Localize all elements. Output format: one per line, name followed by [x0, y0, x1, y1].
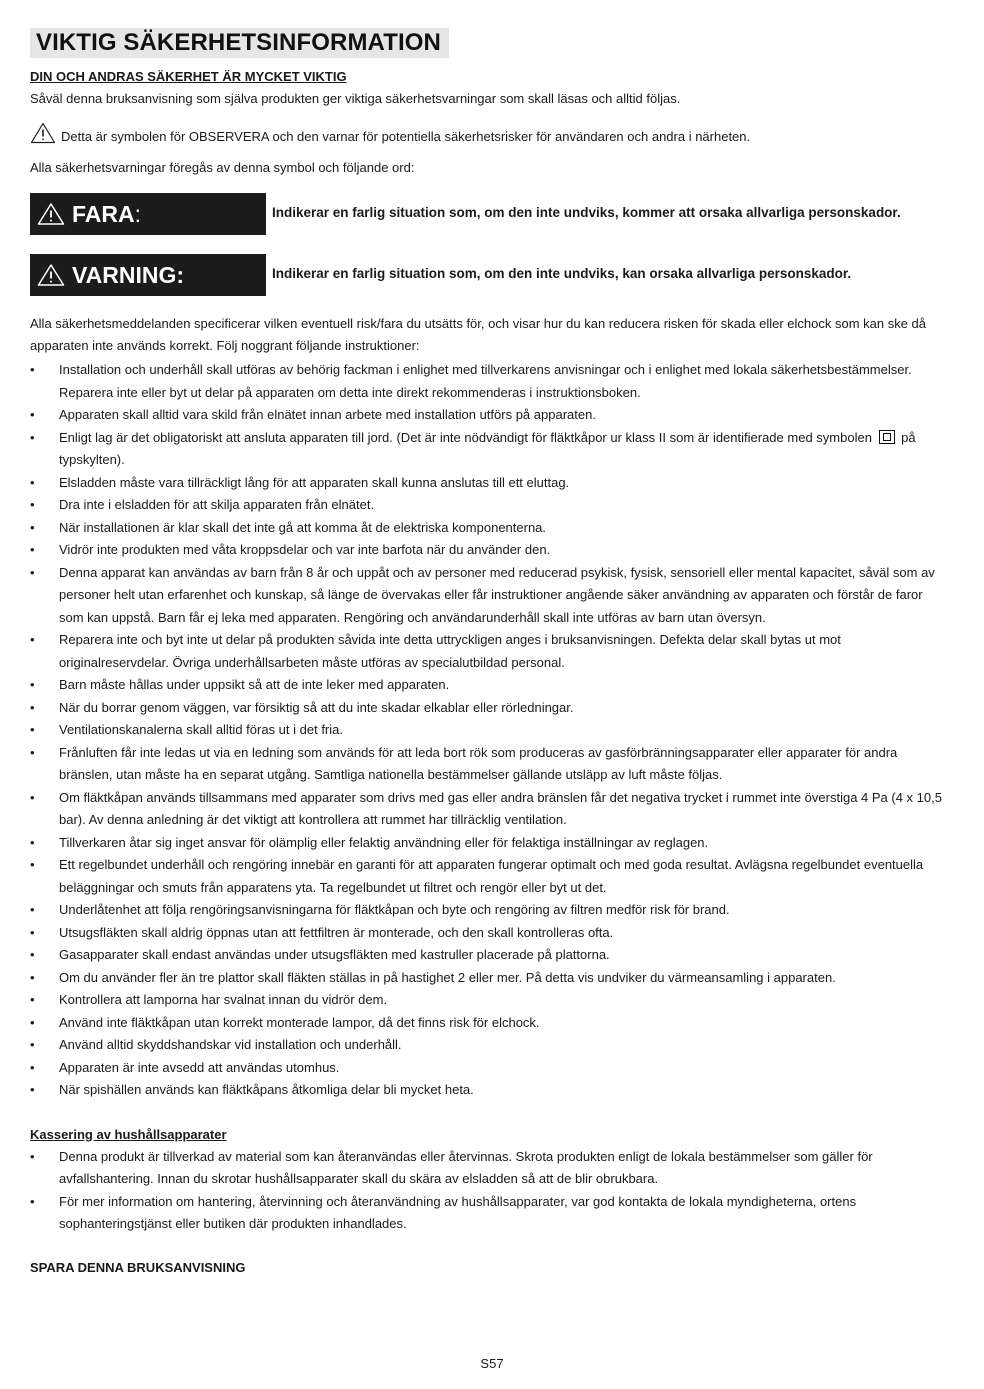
varning-description: Indikerar en farlig situation som, om den inte undviks, kan orsaka allvarliga personskador.	[272, 265, 852, 281]
list-item: • När spishällen används kan fläktkåpans åtkomliga delar bli mycket heta.	[30, 1079, 950, 1102]
section-subtitle: DIN OCH ANDRAS SÄKERHET ÄR MYCKET VIKTIG	[30, 69, 347, 84]
fara-box	[30, 193, 266, 235]
list-item: • Vidrör inte produkten med våta kroppsdelar och var inte barfota när du använder den.	[30, 539, 950, 562]
varning-row	[30, 254, 950, 296]
fara-row	[30, 193, 950, 235]
preceded-line: Alla säkerhetsvarningar föregås av denna symbol och följande ord:	[30, 160, 415, 175]
list-item: • För mer information om hantering, återvinning och återanvändning av hushållsapparater, var god kontakta de lokala myndigheterna, ortens sophanteringstjänst eller butiken där produkten inhandlades.	[30, 1191, 950, 1236]
list-item: • Denna apparat kan användas av barn från 8 år och uppåt och av personer med reducerad psykisk, fysisk, sensoriell eller mental kapacitet, såväl som av personer helt utan erfarenhet och kunskap, så länge de övervakas eller får instruktioner angående säker användning av apparaten och förstår de faror som kan uppstå. Barn får ej leka med apparaten. Rengöring och användarunderhåll skall inte utföras av barn utan översyn.	[30, 562, 950, 630]
page-number: S57	[480, 1356, 504, 1371]
list-item: • Tillverkaren åtar sig inget ansvar för olämplig eller felaktig användning eller för felaktiga inställningar av reglagen.	[30, 832, 950, 855]
list-item: • Reparera inte och byt inte ut delar på produkten såvida inte detta uttryckligen anges i bruksanvisningen. Defekta delar skall bytas ut mot originalreservdelar. Övriga underhållsarbeten måste utföras av specialutbildad personal.	[30, 629, 950, 674]
list-item-grounding	[30, 427, 950, 472]
list-item: • När installationen är klar skall det inte gå att komma åt de elektriska komponenterna.	[30, 517, 950, 540]
list-item: • Dra inte i elsladden för att skilja apparaten från elnätet.	[30, 494, 950, 517]
warning-triangle-icon	[37, 263, 65, 287]
list-item: • Gasapparater skall endast användas under utsugsfläkten med kastruller placerade på plattorna.	[30, 944, 950, 967]
list-item: • Använd inte fläktkåpan utan korrekt monterade lampor, då det finns risk för elchock.	[30, 1012, 950, 1035]
list-item: • Ventilationskanalerna skall alltid föras ut i det fria.	[30, 719, 950, 742]
list-item: • Barn måste hållas under uppsikt så att de inte leker med apparaten.	[30, 674, 950, 697]
list-item: • Installation och underhåll skall utföras av behörig fackman i enlighet med tillverkarens anvisningar och i enlighet med lokala säkerhetsbestämmelser. Reparera inte eller byt ut delar på apparaten om detta inte direkt rekommenderas i instruktionsboken.	[30, 359, 950, 404]
ground-text-before: Enligt lag är det obligatoriskt att ansluta apparaten till jord. (Det är inte nödvändigt för fläktkåpor ur klass II som är identifierade med symbolen	[59, 429, 872, 445]
ground-text-after: på typskylten).	[59, 429, 916, 467]
page-title: VIKTIG SÄKERHETSINFORMATION	[30, 28, 449, 58]
varning-label: VARNING:	[72, 261, 185, 288]
intro-line: Såväl denna bruksanvisning som själva produkten ger viktiga säkerhetsvarningar som skall läsas och alltid följas.	[30, 91, 681, 106]
list-item: • Ett regelbundet underhåll och rengöring innebär en garanti för att apparaten fungerar optimalt och med goda resultat. Avlägsna regelbundet eventuella beläggningar och smuts från apparatens yta. Ta regelbundet ut filtret och rengör eller byt ut det.	[30, 854, 950, 899]
warning-triangle-icon	[37, 202, 65, 226]
disposal-list	[30, 1146, 950, 1236]
fara-description: Indikerar en farlig situation som, om den inte undviks, kommer att orsaka allvarliga personskador.	[272, 204, 901, 220]
class-ii-symbol-icon	[879, 430, 895, 444]
list-item: • Frånluften får inte ledas ut via en ledning som används för att leda bort rök som produceras av gasförbränningsapparater eller apparater för andra bränslen, utan måste ha en separat utgång. Samtliga nationella bestämmelser gällande utsläpp av luft måste följas.	[30, 742, 950, 787]
fara-colon: :	[134, 200, 142, 227]
list-item: • Om du använder fler än tre plattor skall fläkten ställas in på hastighet 2 eller mer. På detta vis undviker du värmeansamling i apparaten.	[30, 967, 950, 990]
observera-row	[30, 122, 950, 144]
safety-list	[30, 359, 950, 1102]
disposal-title: Kassering av hushållsapparater	[30, 1126, 227, 1142]
varning-box	[30, 254, 266, 296]
warning-triangle-icon	[30, 122, 56, 144]
list-item: • När du borrar genom väggen, var försiktig så att du inte skadar elkablar eller rörledningar.	[30, 697, 950, 720]
fara-label: FARA	[72, 200, 135, 227]
list-item: • Om fläktkåpan används tillsammans med apparater som drivs med gas eller andra bränslen får det negativa trycket i rummet inte överstiga 4 Pa (4 x 10,5 bar). Av denna anledning är det viktigt att kontrollera att rummet har tillräcklig ventilation.	[30, 787, 950, 832]
document-page	[30, 28, 950, 1279]
list-item: • Kontrollera att lamporna har svalnat innan du vidrör dem.	[30, 989, 950, 1012]
observera-text: Detta är symbolen för OBSERVERA och den varnar för potentiella säkerhetsrisker för användaren och andra i närheten.	[61, 129, 751, 144]
list-item: • Denna produkt är tillverkad av material som kan återanvändas eller återvinnas. Skrota produkten enligt de lokala bestämmelser som gäller för avfallshantering. Innan du skrotar hushållsapparater skall du skära av elsladden så att de blir obrukbara.	[30, 1146, 950, 1191]
list-item: • Apparaten är inte avsedd att användas utomhus.	[30, 1057, 950, 1080]
safety-intro: Alla säkerhetsmeddelanden specificerar vilken eventuell risk/fara du utsätts för, och visar hur du kan reducera risken för skada eller elchock som kan ske då apparaten inte används korrekt. Följ noggrant följande instruktioner:	[30, 316, 927, 353]
save-note: SPARA DENNA BRUKSANVISNING	[30, 1259, 246, 1275]
list-item: • Elsladden måste vara tillräckligt lång för att apparaten skall kunna anslutas till ett eluttag.	[30, 472, 950, 495]
list-item: • Underlåtenhet att följa rengöringsanvisningarna för fläktkåpan och byte och rengöring av filtren medför risk för brand.	[30, 899, 950, 922]
list-item: • Använd alltid skyddshandskar vid installation och underhåll.	[30, 1034, 950, 1057]
list-item: • Apparaten skall alltid vara skild från elnätet innan arbete med installation utförs på apparaten.	[30, 404, 950, 427]
list-item: • Utsugsfläkten skall aldrig öppnas utan att fettfiltren är monterade, och den skall kontrolleras ofta.	[30, 922, 950, 945]
